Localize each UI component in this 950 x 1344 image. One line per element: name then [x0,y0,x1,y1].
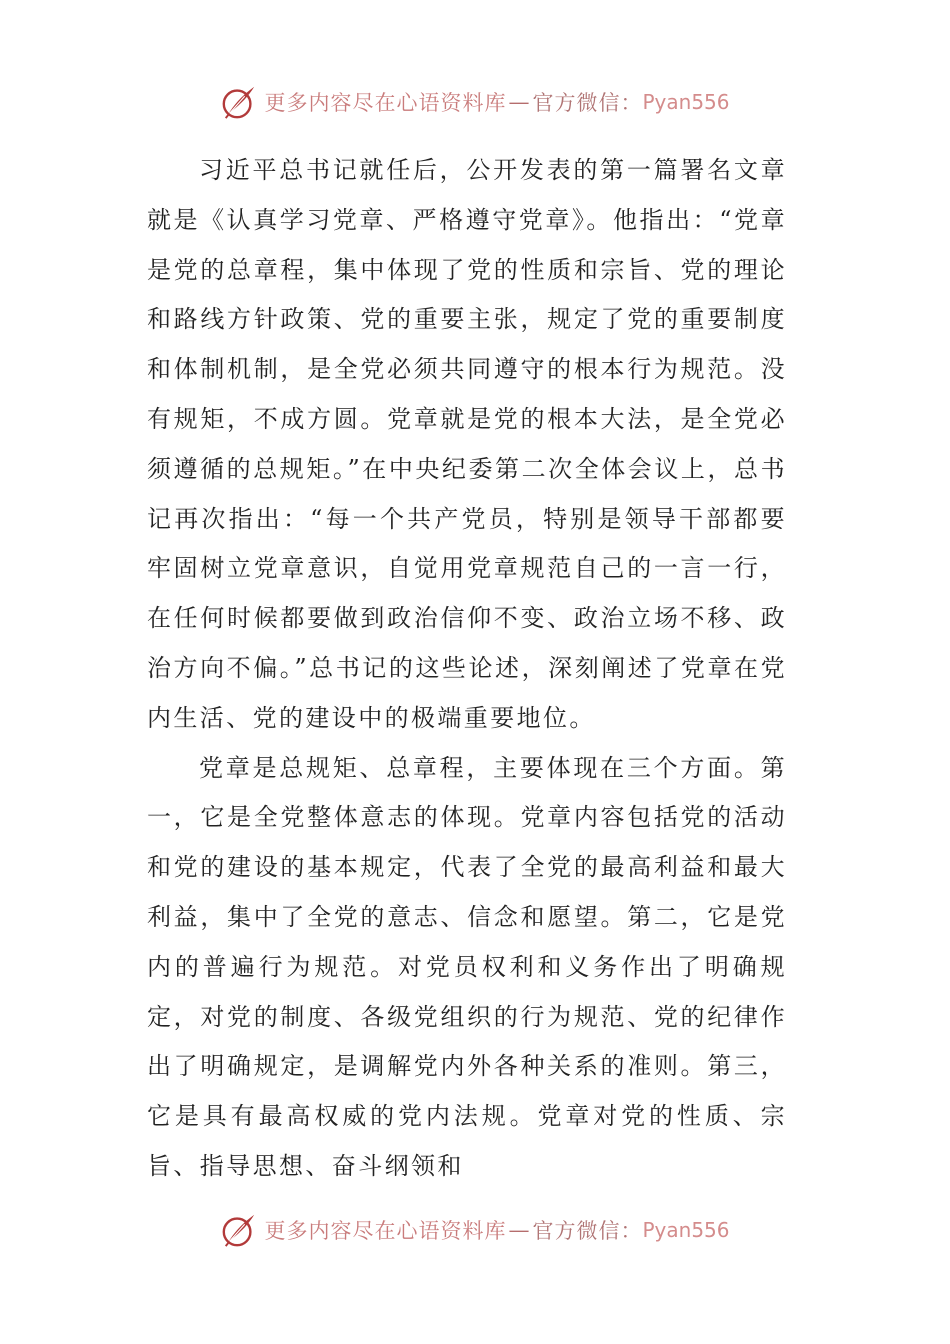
banner-separator: — [508,90,531,114]
banner-title: 更多内容尽在心语资料库 [264,91,507,115]
paragraph-1: 习近平总书记就任后，公开发表的第一篇署名文章就是《认真学习党章、严格遵守党章》。他指出：“党章是党的总章程，集中体现了党的性质和宗旨、党的理论和路线方针政策、党的重要主张，规定了党的重要制度和体制机制，是全党必须共同遵守的根本行为规范。没有规矩，不成方圆。党章就是党的根本大法，是全党必须遵循的总规矩。”在中央纪委第二次全体会议上，总书记再次指出：“每一个共产党员，特别是领导干部都要牢固树立党章意识，自觉用党章规范自己的一言一行，在任何时候都要做到政治信仰不变、政治立场不移、政治方向不偏。”总书记的这些论述，深刻阐述了党章在党内生活、党的建设中的极端重要地位。 [147,156,787,732]
banner-title: 更多内容尽在心语资料库 [264,1219,507,1243]
banner-official-label: 官方微信： [532,1219,643,1243]
banner-wechat-id: Pyan556 [642,1218,730,1242]
banner-official-label: 官方微信： [532,91,643,115]
quill-logo-icon [220,83,258,121]
document-body [147,146,787,1192]
paragraph-2: 党章是总规矩、总章程，主要体现在三个方面。第一，它是全党整体意志的体现。党章内容包括党的活动和党的建设的基本规定，代表了全党的最高利益和最大利益，集中了全党的意志、信念和愿望。第二，它是党内的普遍行为规范。对党员权利和义务作出了明确规定，对党的制度、各级党组织的行为规范、党的纪律作出了明确规定，是调解党内外各种关系的准则。第三，它是具有最高权威的党内法规。党章对党的性质、宗旨、指导思想、奋斗纲领和 [147,753,787,1180]
quill-logo-icon [220,1211,258,1249]
footer-banner [0,1208,950,1252]
banner-separator: — [508,1218,531,1242]
banner-wechat-id: Pyan556 [642,90,730,114]
header-banner [0,80,950,124]
